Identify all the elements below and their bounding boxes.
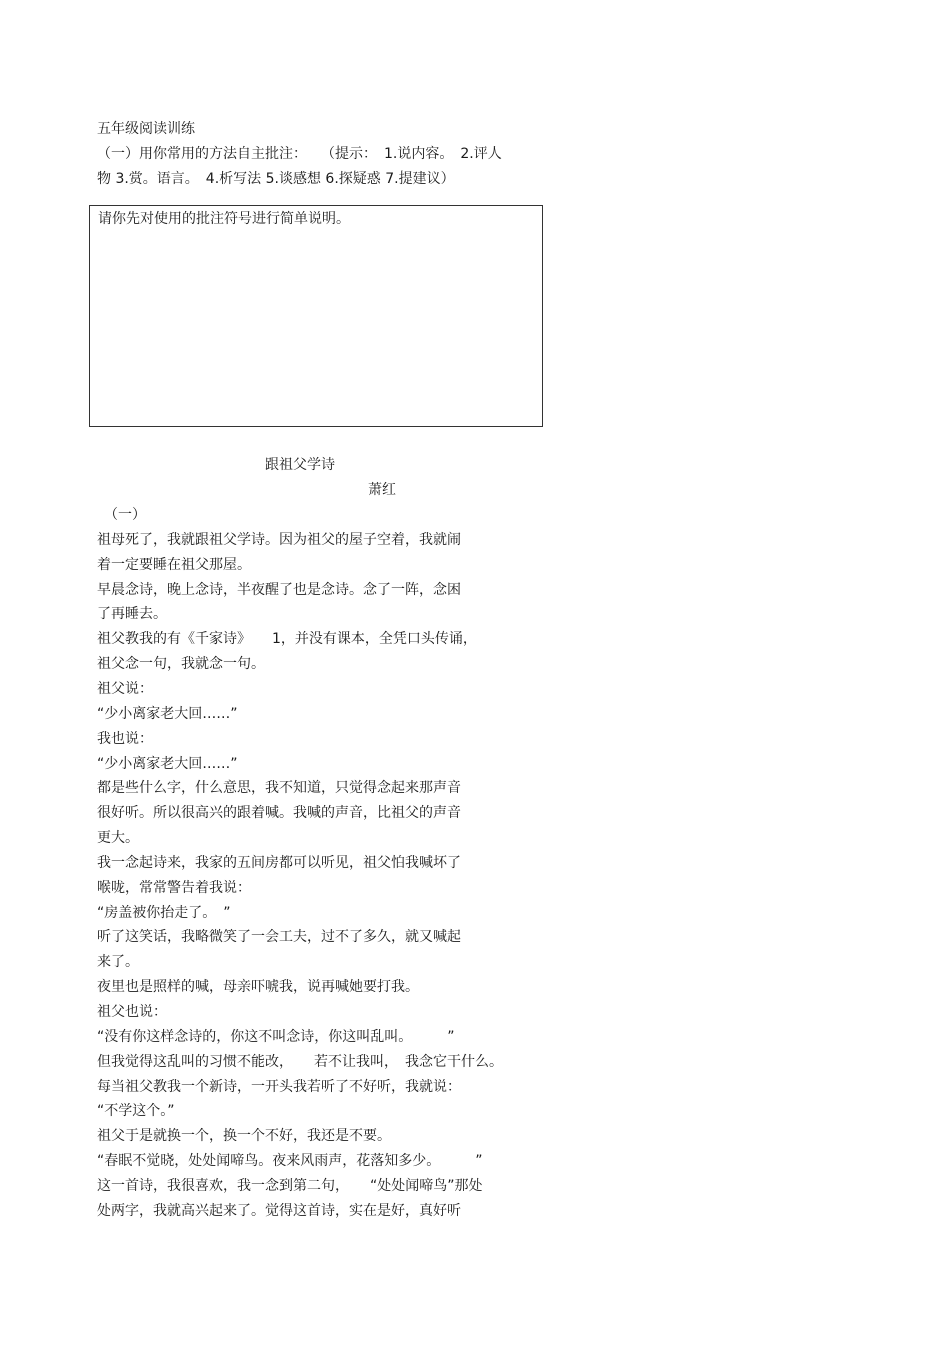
article-line: 着一定要睡在祖父那屋。 [97,557,251,573]
article-line: 祖母死了，我就跟祖父学诗。因为祖父的屋子空着，我就闹 [97,532,461,548]
article-line: “少小离家老大回……” [97,756,238,772]
article-line: “少小离家老大回……” [97,706,238,722]
article-line: 我一念起诗来，我家的五间房都可以听见，祖父怕我喊坏了 [97,855,461,871]
instruction-line-2: 物 3.赏。语言。 4.析写法 5.谈感想 6.探疑惑 7.提建议） [97,171,455,187]
article-line: 祖父念一句，我就念一句。 [97,656,265,672]
instruction-line-1: （一）用你常用的方法自主批注： （提示： 1.说内容。 2.评人 [97,146,502,162]
article-line: 但我觉得这乱叫的习惯不能改， 若不让我叫， 我念它干什么。 [97,1054,503,1070]
article-line: 喉咙，常常警告着我说： [97,880,251,896]
article-line: “不学这个。” [97,1103,175,1119]
annotation-box-prompt: 请你先对使用的批注符号进行简单说明。 [98,211,350,227]
article-line: 很好听。所以很高兴的跟着喊。我喊的声音，比祖父的声音 [97,805,461,821]
article-line: 我也说： [97,731,153,747]
article-line: 祖父说： [97,681,153,697]
article-line: 处两字，我就高兴起来了。觉得这首诗，实在是好，真好听 [97,1203,461,1219]
article-line: 每当祖父教我一个新诗，一开头我若听了不好听，我就说： [97,1079,461,1095]
article-title: 跟祖父学诗 [265,457,335,473]
annotation-answer-box[interactable] [89,205,543,427]
article-line: “春眠不觉晓，处处闻啼鸟。夜来风雨声，花落知多少。 ” [97,1153,483,1169]
article-line: “没有你这样念诗的，你这不叫念诗，你这叫乱叫。 ” [97,1029,455,1045]
article-line: “房盖被你抬走了。 ” [97,905,231,921]
article-line: 这一首诗，我很喜欢，我一念到第二句， “处处闻啼鸟”那处 [97,1178,483,1194]
article-line: 祖父也说： [97,1004,167,1020]
article-line: 都是些什么字，什么意思，我不知道，只觉得念起来那声音 [97,780,461,796]
article-line: 祖父教我的有《千家诗》 1，并没有课本，全凭口头传诵， [97,631,477,647]
article-line: 祖父于是就换一个，换一个不好，我还是不要。 [97,1128,391,1144]
article-line: 了再睡去。 [97,606,167,622]
article-line: 夜里也是照样的喊，母亲吓唬我，说再喊她要打我。 [97,979,419,995]
article-line: 早晨念诗，晚上念诗，半夜醒了也是念诗。念了一阵，念困 [97,582,461,598]
worksheet-heading: 五年级阅读训练 [97,121,195,137]
article-line: （一） [104,507,146,523]
article-line: 更大。 [97,830,139,846]
article-line: 来了。 [97,954,139,970]
article-author: 萧红 [368,482,396,498]
article-line: 听了这笑话，我略微笑了一会工夫，过不了多久，就又喊起 [97,929,461,945]
